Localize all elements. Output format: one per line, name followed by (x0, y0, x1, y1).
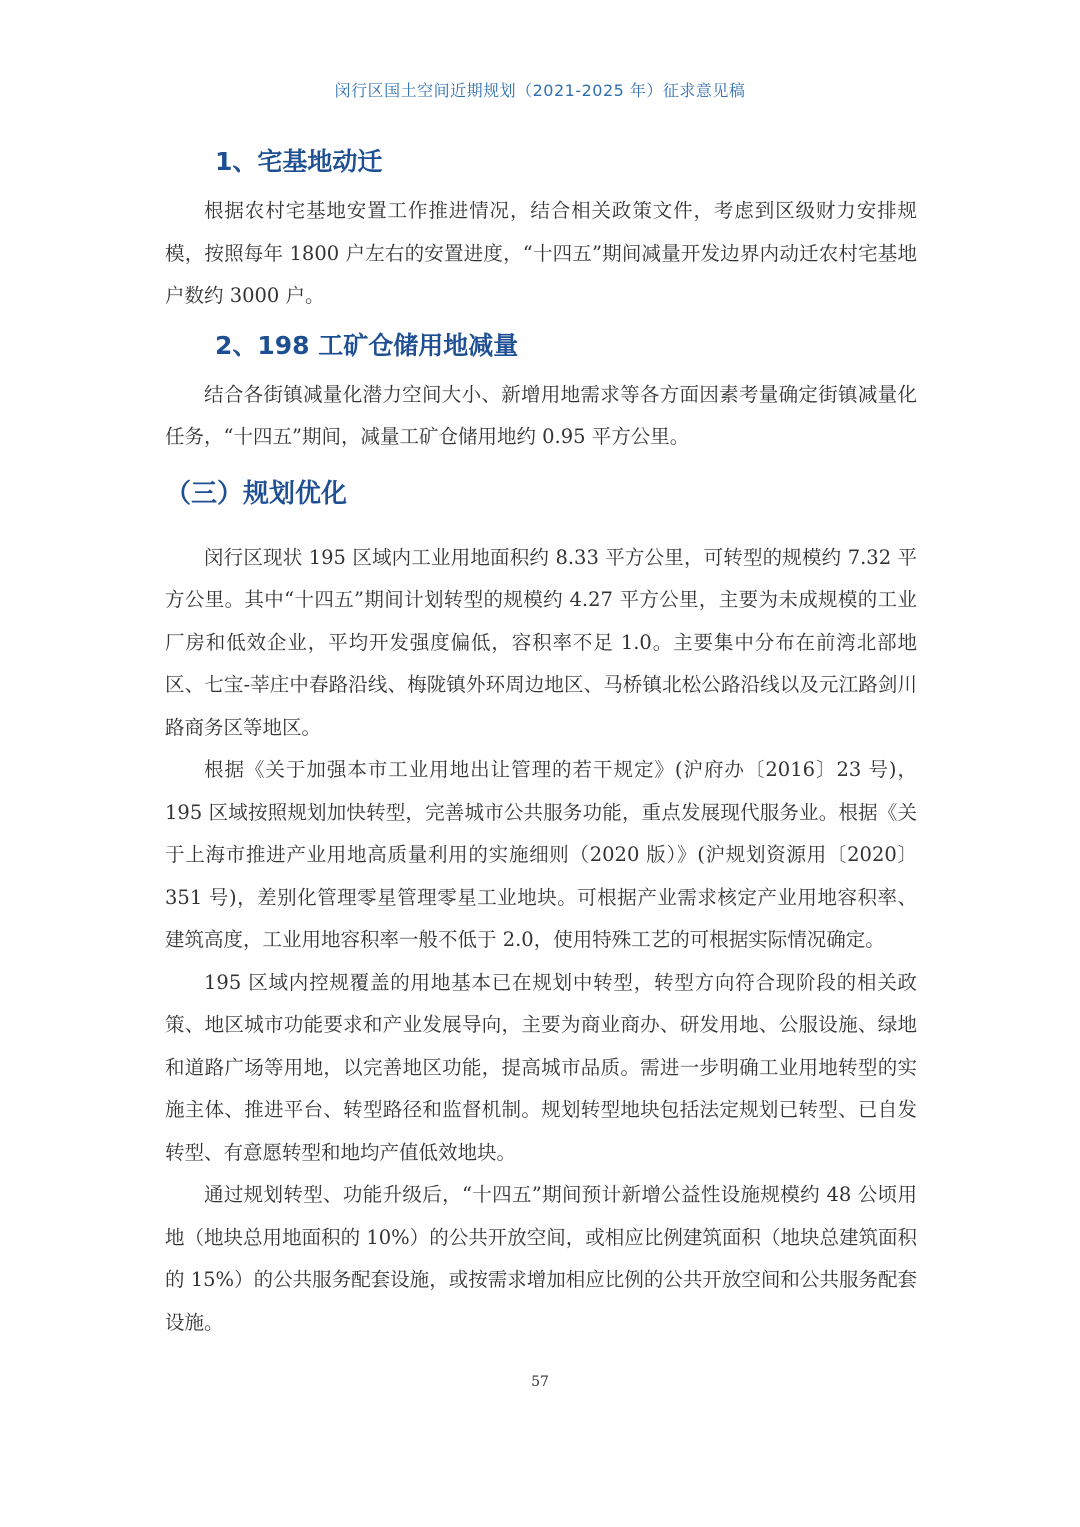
page-content (165, 140, 917, 1344)
running-header: 闵行区国土空间近期规划（2021-2025 年）征求意见稿 (334, 81, 746, 100)
heading-industrial-land-reduction: 2、198 工矿仓储用地减量 (215, 330, 519, 360)
paragraph-public-facilities: 通过规划转型、功能升级后，“十四五”期间预计新增公益性设施规模约 48 公顷用地（地块总用地面积的 10%）的公共开放空间，或相应比例建筑面积（地块总建筑面积的 15%）的公共服务配套设施，或按需求增加相应比例的公共开放空间和公共服务配套设施。 (165, 1183, 917, 1334)
paragraph-195-area-status: 闵行区现状 195 区域内工业用地面积约 8.33 平方公里，可转型的规模约 7.32 平方公里。其中“十四五”期间计划转型的规模约 4.27 平方公里，主要为未成规模的工业厂房和低效企业，平均开发强度偏低，容积率不足 1.0。主要集中分布在前湾北部地区、七宝-莘庄中春路沿线、梅陇镇外环周边地区、马桥镇北松公路沿线以及元江路剑川路商务区等地区。 (165, 545, 917, 739)
paragraph-industrial-land-reduction: 结合各街镇减量化潜力空间大小、新增用地需求等各方面因素考量确定街镇减量化任务，“十四五”期间，减量工矿仓储用地约 0.95 平方公里。 (165, 382, 917, 448)
paragraph-policy-basis: 根据《关于加强本市工业用地出让管理的若干规定》(沪府办〔2016〕23 号)，195 区域按照规划加快转型，完善城市公共服务功能，重点发展现代服务业。根据《关于上海市推进产业用地高质量利用的实施细则（2020 版）》(沪规划资源用〔2020〕351 号)，差别化管理零星管理零星工业地块。可根据产业需求核定产业用地容积率、建筑高度，工业用地容积率一般不低于 2.0，使用特殊工艺的可根据实际情况确定。 (165, 758, 917, 951)
page-number: 57 (531, 1374, 549, 1390)
paragraph-homestead-relocation: 根据农村宅基地安置工作推进情况，结合相关政策文件，考虑到区级财力安排规模，按照每年 1800 户左右的安置进度，“十四五”期间减量开发边界内动迁农村宅基地户数约 3000 户。 (165, 199, 917, 307)
paragraph-transformation-direction: 195 区域内控规覆盖的用地基本已在规划中转型，转型方向符合现阶段的相关政策、地区城市功能要求和产业发展导向，主要为商业商办、研发用地、公服设施、绿地和道路广场等用地，以完善地区功能，提高城市品质。需进一步明确工业用地转型的实施主体、推进平台、转型路径和监督机制。规划转型地块包括法定规划已转型、已自发转型、有意愿转型和地均产值低效地块。 (165, 970, 917, 1164)
heading-homestead-relocation: 1、宅基地动迁 (215, 147, 383, 176)
heading-planning-optimization: （三）规划优化 (165, 478, 348, 509)
